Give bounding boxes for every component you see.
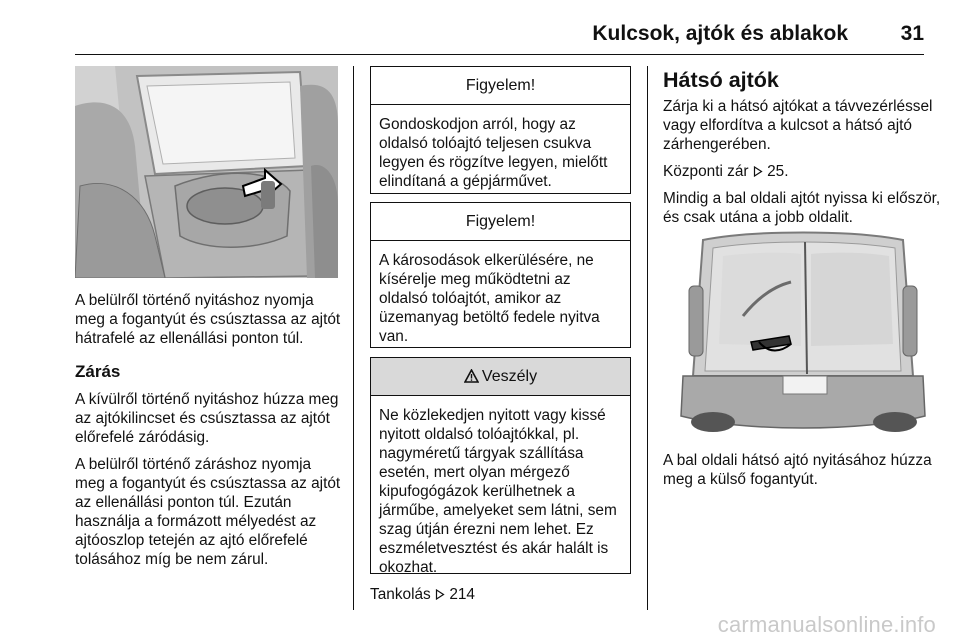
left-column: [75, 291, 343, 577]
section-heading: Zárás: [75, 362, 121, 381]
watermark-text: carmanualsonline.info: [717, 612, 936, 637]
figure-caption: [663, 451, 943, 497]
rear-doors-drawing: [663, 226, 943, 438]
notice-text: A károsodások elkerülésére, ne kísérelje meg működtetni az oldalsó tolóajtót, amikor az üzemanyag betöltő fedele nyitva van.: [379, 252, 600, 345]
reference-page: 214: [449, 586, 475, 603]
page-header: [0, 0, 960, 60]
notice-box: [370, 202, 631, 348]
danger-heading: [371, 358, 630, 396]
triangle-right-icon: [435, 589, 445, 600]
warning-triangle-icon: [464, 369, 479, 383]
paragraph: [663, 162, 943, 181]
danger-text: Ne közlekedjen nyitott vagy kissé nyitott oldalsó tolóajtókkal, pl. nagyméretű tárgyak szállítása esetén, mert olyan mérgező kipufogógázok kerülhetnek a járműbe, amelyeket sem látni, sem szag útján érezni nem lehet. Ez eszméletvesztést és akár halált is okozhat.: [379, 407, 617, 576]
column-divider: [647, 66, 648, 610]
header-rule: [75, 54, 924, 55]
notice-heading: Figyelem!: [371, 203, 630, 241]
caption-text: A bal oldali hátsó ajtó nyitásához húzza meg a külső fogantyút.: [663, 452, 932, 488]
door-interior-drawing: [75, 66, 338, 278]
rear-doors-illustration: [663, 226, 943, 438]
danger-box: [370, 357, 631, 574]
section-title: Hátsó ajtók: [663, 68, 779, 92]
right-column: [663, 67, 943, 235]
paragraph: Zárja ki a hátsó ajtókat a távvezérléssel vagy elfordítva a kulcsot a hátsó ajtó zárhengerében.: [663, 98, 933, 153]
danger-heading-label: Veszély: [481, 368, 538, 385]
sliding-door-interior-illustration: [75, 66, 338, 278]
triangle-right-icon: [753, 166, 763, 177]
paragraph: A belülről történő záráshoz nyomja meg a fogantyút és csúsztassa az ajtót az ellenállási ponton túl. Ezután használja a formázott mélyedést az ajtóoszlop tetején az ajtó előrefelé tolásához míg be nem zárul.: [75, 456, 341, 568]
reference-line: [370, 585, 631, 604]
reference-label: Központi zár: [663, 163, 749, 180]
paragraph: A kívülről történő nyitáshoz húzza meg az ajtókilincset és csúsztassa az ajtót előrefelé záródásig.: [75, 391, 339, 446]
page-number: 31: [900, 22, 924, 45]
reference-page: 25.: [767, 163, 789, 180]
paragraph: A belülről történő nyitáshoz nyomja meg a fogantyút és csúsztassa az ajtót hátrafelé az ellenállási ponton túl.: [75, 292, 341, 347]
paragraph: Mindig a bal oldali ajtót nyissa ki először, és csak utána a jobb oldalit.: [663, 190, 941, 226]
notice-heading: Figyelem!: [371, 67, 630, 105]
notice-text: Gondoskodjon arról, hogy az oldalsó tolóajtó teljesen csukva legyen és rögzítve legyen, mielőtt elindítaná a gépjárművet.: [379, 116, 608, 190]
chapter-title: Kulcsok, ajtók és ablakok: [592, 22, 848, 45]
reference-label: Tankolás: [370, 586, 431, 603]
notice-box: [370, 66, 631, 194]
column-divider: [353, 66, 354, 610]
